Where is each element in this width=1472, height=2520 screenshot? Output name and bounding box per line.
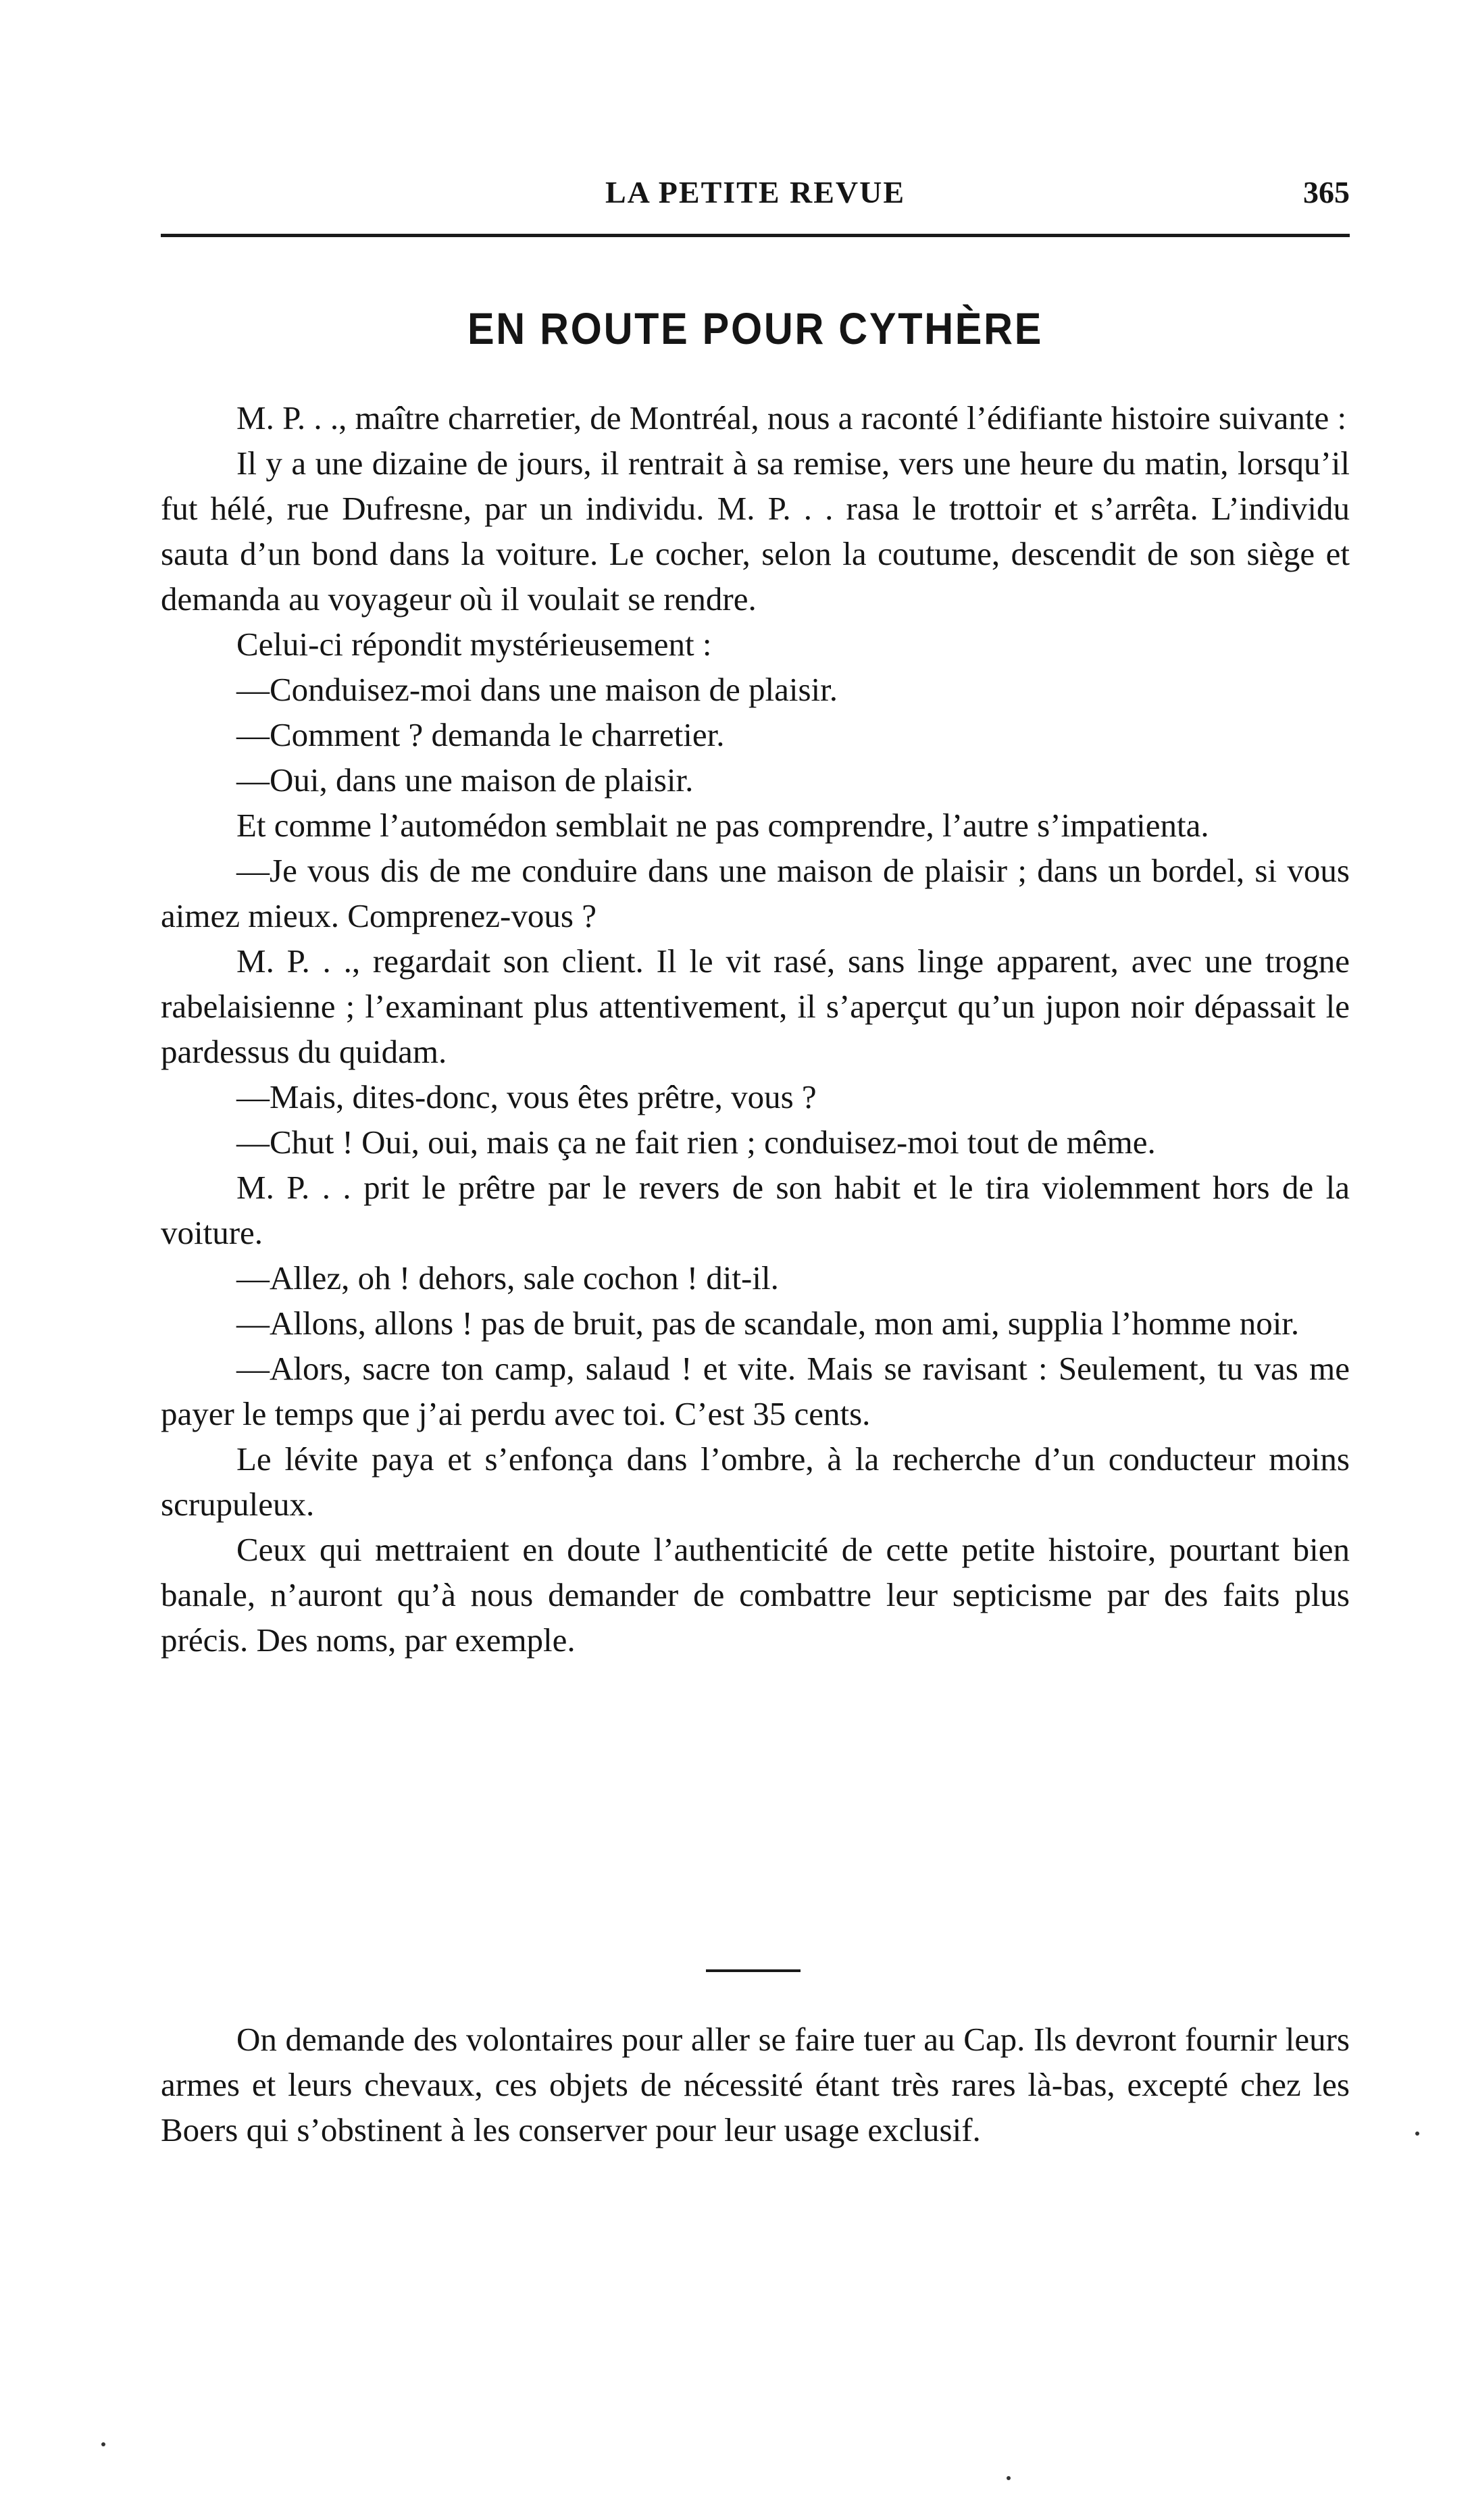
paragraph: On demande des volontaires pour aller se faire tuer au Cap. Ils devront fournir leurs armes et leurs chevaux, ces objets de nécessité étant très rares là-bas, excepté chez les Boers qui s’obstinent à les conserver pour leur usage exclusif. [161,2021,1350,2148]
dialogue-line: —Allez, oh ! dehors, sale cochon ! dit-il. [236,1259,779,1296]
running-header [161,174,1350,222]
print-speck [1415,2132,1419,2136]
page-number: 365 [1303,175,1350,209]
dialogue-line: —Chut ! Oui, oui, mais ça ne fait rien ; conduisez-moi tout de même. [236,1124,1156,1161]
paragraph: Il y a une dizaine de jours, il rentrait à sa remise, vers une heure du matin, lorsqu’il fut hélé, rue Dufresne, par un individu. M. P. . . rasa le trottoir et s’arrêta. L’individu sauta d’un bond dans la voiture. Le cocher, selon la coutume, descendit de son siège et demanda au voyageur où il voulait se rendre. [161,445,1350,618]
running-title: LA PETITE REVUE [605,175,906,209]
article-body [161,395,1350,1663]
dialogue-line: —Alors, sacre ton camp, salaud ! et vite. Mais se ravisant : Seulement, tu vas me payer le temps que j’ai perdu avec toi. C’est 35 cents. [161,1350,1350,1432]
dialogue-line: —Allons, allons ! pas de bruit, pas de scandale, mon ami, supplia l’homme noir. [236,1305,1300,1342]
paragraph: M. P. . ., maître charretier, de Montréal, nous a raconté l’édifiante histoire suivante : [236,399,1347,436]
article-title: EN ROUTE POUR CYTHÈRE [467,303,1044,353]
print-speck [101,2442,105,2446]
dialogue-line: —Je vous dis de me conduire dans une maison de plaisir ; dans un bordel, si vous aimez mieux. Comprenez-vous ? [161,852,1350,934]
print-speck [1007,2476,1011,2480]
section-separator [706,1969,801,1972]
news-note [161,2017,1350,2152]
paragraph: Et comme l’automédon semblait ne pas comprendre, l’autre s’impatienta. [236,807,1209,844]
paragraph: M. P. . . prit le prêtre par le revers de son habit et le tira violemment hors de la voiture. [161,1169,1350,1251]
dialogue-line: —Conduisez-moi dans une maison de plaisir. [236,671,838,708]
paragraph: M. P. . ., regardait son client. Il le vit rasé, sans linge apparent, avec une trogne rabelaisienne ; l’examinant plus attentivement, il s’aperçut qu’un jupon noir dépassait le pardessus du quidam. [161,942,1350,1070]
paragraph: Celui-ci répondit mystérieusement : [236,626,712,663]
dialogue-line: —Comment ? demanda le charretier. [236,716,725,753]
dialogue-line: —Mais, dites-donc, vous êtes prêtre, vous ? [236,1078,817,1115]
paragraph: Ceux qui mettraient en doute l’authenticité de cette petite histoire, pourtant bien banale, n’auront qu’à nous demander de combattre leur septicisme par des faits plus précis. Des noms, par exemple. [161,1531,1350,1659]
dialogue-line: —Oui, dans une maison de plaisir. [236,761,694,799]
paragraph: Le lévite paya et s’enfonça dans l’ombre, à la recherche d’un conducteur moins scrupuleux. [161,1440,1350,1523]
header-rule [161,234,1350,237]
